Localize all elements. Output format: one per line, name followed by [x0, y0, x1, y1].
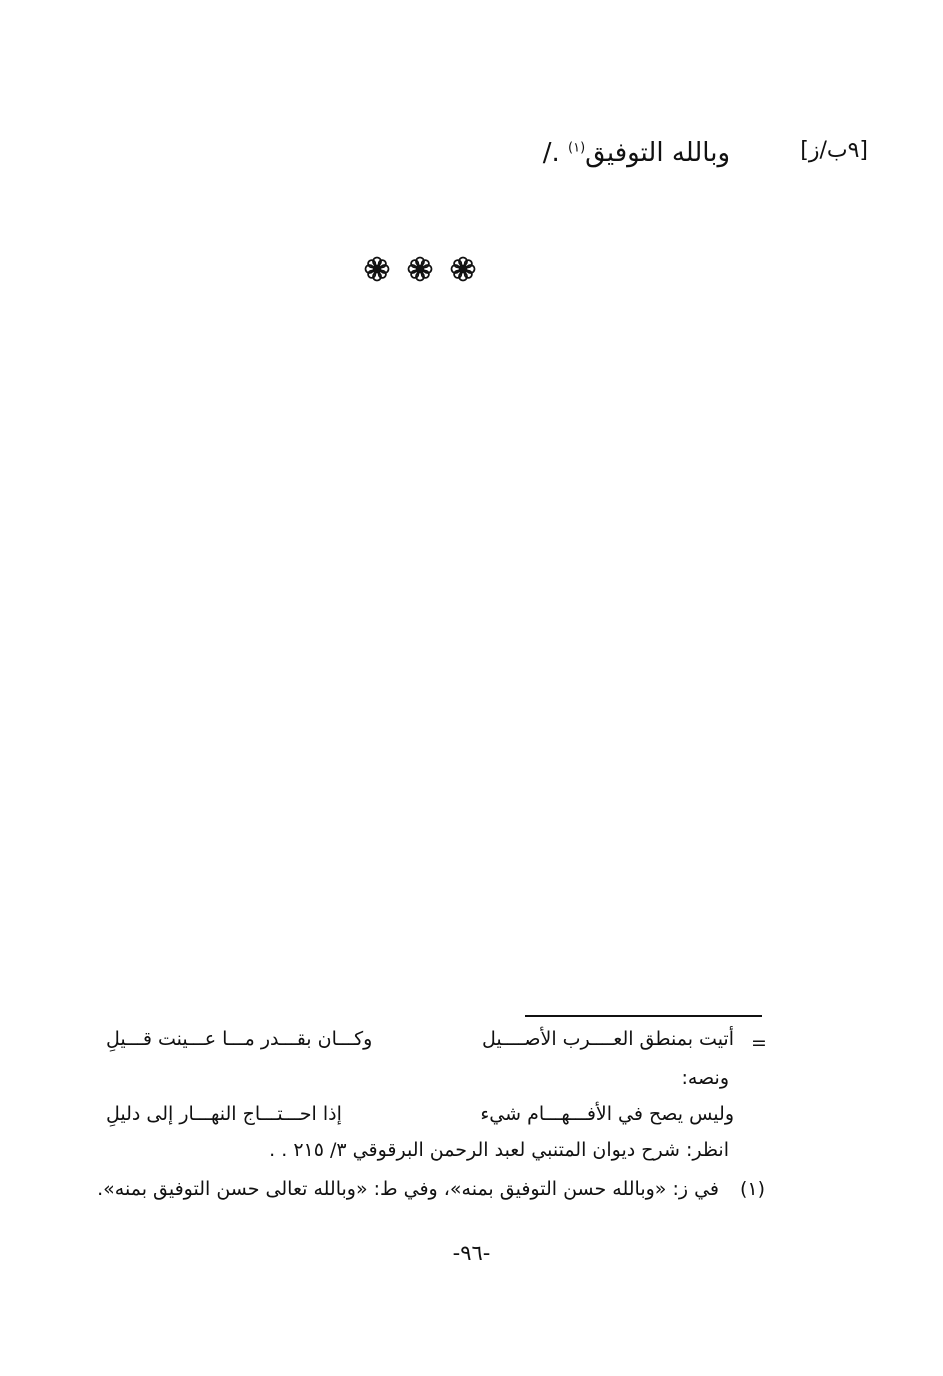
footnote-1-number: (١) — [739, 1178, 765, 1200]
closing-text: وبالله التوفيق — [585, 138, 730, 168]
flower-ornament-icon — [450, 256, 476, 282]
verse-1-left-hemistich: وكـــان بقـــدر مـــا عـــينت قـــيلِ — [106, 1028, 373, 1050]
verse-1-right-hemistich: أتيت بمنطق العــــرب الأصــــيل — [481, 1028, 734, 1050]
source-reference: انظر: شرح ديوان المتنبي لعبد الرحمن البرقوقي ٣/ ٢١٥ . . — [269, 1139, 729, 1161]
section-ornament-divider — [364, 256, 476, 286]
flower-ornament-icon — [407, 256, 433, 282]
closing-phrase — [543, 138, 730, 168]
flower-ornament-icon — [364, 256, 390, 282]
footnote-separator — [525, 1015, 762, 1017]
footnote-ref-1: (١) — [568, 140, 586, 156]
verse-line-1 — [106, 1028, 734, 1050]
verse-intro-label: ونصه: — [681, 1067, 729, 1089]
closing-suffix: ./ — [542, 138, 569, 168]
footnote-continuation-mark: = — [751, 1032, 767, 1054]
verse-2-right-hemistich: وليس يصح في الأفـــهـــام شيء — [480, 1103, 734, 1125]
verse-2-left-hemistich: إذا احـــتـــاج النهـــار إلى دليلِ — [106, 1103, 342, 1125]
verse-line-2 — [106, 1103, 734, 1125]
page-number: -٩٦- — [452, 1241, 491, 1265]
manuscript-folio-marker: [٩ب/ز] — [800, 138, 868, 163]
footnote-1-text: في ز: «وبالله حسن التوفيق بمنه»، وفي ط: «وبالله تعالى حسن التوفيق بمنه». — [97, 1178, 719, 1200]
